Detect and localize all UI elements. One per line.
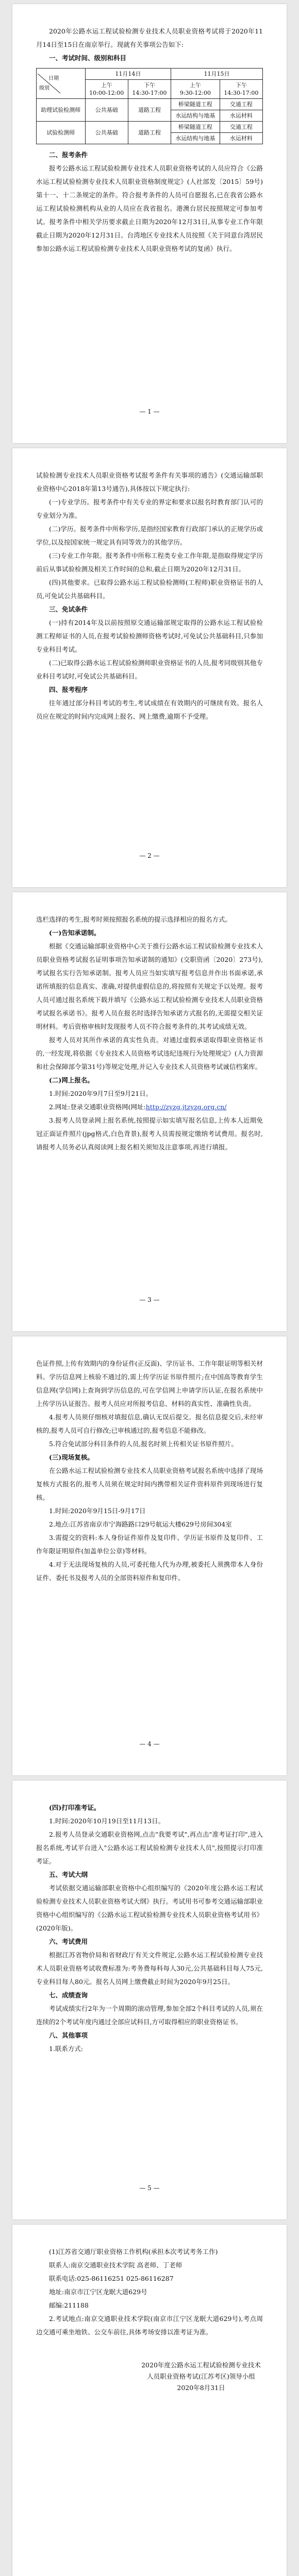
paragraph: (二)学历。报考条件中所称学历,是指经国家教育行政部门承认的正规学历或学位,以及按国家统一规定具有同等效力的其他学历。 — [36, 525, 263, 546]
page-number: — 2 — — [139, 852, 160, 859]
intro-paragraph: 2020年公路水运工程试验检测专业技术人员职业资格考试将于2020年11月14日至15日在南京举行。现就有关事项公告如下: — [36, 27, 263, 48]
paragraph: 3.需提交的资料:本人身份证件原件及复印件、学历证书原件及复印件、工作年限证明原件(加盖单位公章)等材料。 — [36, 1534, 263, 1555]
table-cell: 水运材料 — [220, 110, 262, 122]
paragraph: (一)持有2014年及以前按照原交通运输部规定取得的公路水运工程试验检测工程师证书的人员,在报考试验检测师资格考试时,可免试公共基础科目,只参加专业科目考试。 — [36, 619, 263, 653]
level-cell-engineer: 试验检测师 — [37, 122, 86, 144]
section-heading-scores: 七、成绩查询 — [49, 1991, 88, 1999]
page-6 — [12, 2225, 287, 2576]
time-header: 上午 9:30-12:00 — [171, 80, 220, 99]
paragraph: 5.符合免试部分科目条件的人员,报名时须上传相关证书原件照片。 — [49, 1440, 238, 1448]
time-header: 下午 14:30-17:00 — [220, 80, 262, 99]
section-heading-conditions: 二、报考条件 — [49, 151, 88, 159]
signature-block — [36, 2360, 263, 2394]
page-number: — 5 — — [139, 2184, 160, 2192]
level-cell-assistant: 助理试验检测师 — [37, 99, 86, 122]
date-header-1: 11月14日 — [85, 69, 171, 80]
paragraph: (四)其他要求。已取得公路水运工程试验检测师(工程师)职业资格证书的人员,可免试公共基础科目。 — [36, 579, 263, 600]
section-heading-schedule: 一、考试时间、级别和科目 — [49, 54, 127, 62]
subsection-heading-onsite-review: (三)现场复核。 — [49, 1453, 94, 1461]
time-header: 上午 10:00-12:00 — [85, 80, 128, 99]
paragraph: 试验检测专业技术人员职业资格考试报考条件有关事项的通告》(交通运输部职业资格中心2018年第13号通告),具体按以下规定执行: — [36, 471, 263, 493]
paragraph: 2.网址:登录交通职业资格网(网址:http://zyzg.jtzyzg.org.cn/ — [49, 1103, 227, 1111]
contact-line: 邮编:211188 — [49, 2301, 89, 2309]
paragraph: 1.时间:2020年9月7日至9月21日。 — [49, 1090, 153, 1097]
paragraph: (三)专业工作年限。报考条件中所称工程类专业工作年限,是指取得规定学历前后从事试验检测及相关工作时间的总和,截止日期为2020年12月31日。 — [36, 552, 263, 573]
page-number: — 1 — — [139, 408, 160, 415]
issuing-organization: 人员职业资格考试(江苏考区)领导小组 — [147, 2372, 255, 2380]
table-cell: 交通工程 — [220, 122, 262, 133]
issuing-organization: 2020年度公路水运工程试验检测专业技术 — [141, 2361, 261, 2369]
paragraph: 2.考试地点:南京交通职业技术学院(南京市江宁区龙眠大道629号),考点周边交通可乘坐地铁、公交车前往,具体考场安排以准考证为准。 — [36, 2315, 263, 2336]
corner-level-label: 级别 — [39, 86, 49, 91]
section-heading-fees: 六、考试费用 — [49, 1938, 88, 1945]
subsection-heading-commitment: (一)告知承诺制。 — [49, 929, 101, 937]
subsection-heading-online-registration: (二)网上报名。 — [49, 1076, 94, 1084]
corner-date-label: 日期 — [48, 76, 59, 81]
paragraph: 在公路水运工程试验检测专业技术人员职业资格考试报名系统中选择了现场复核方式报名的,报考人员须在规定时间内携带相关证件资料原件到现场进行复核。 — [36, 1467, 263, 1501]
page-number: — 4 — — [139, 1740, 160, 1748]
table-cell: 水运材料 — [220, 133, 262, 144]
paragraph: (一)专业学历。报考条件中有关专业的界定和要求以报名时教育部门认可的专业划分为准。 — [36, 498, 263, 519]
issue-date: 2020年8月31日 — [177, 2384, 225, 2392]
paragraph: 考试依据交通运输部职业资格中心组织编写的《2020年度公路水运工程试验检测专业技术人员职业资格考试大纲》执行。考试用书可参考交通运输部职业资格中心组织编写的《公路水运工程试验检测专业技术人员职业资格考试用书》(2020年版)。 — [36, 1884, 263, 1932]
table-cell: 水运结构与地基 — [171, 133, 220, 144]
subsection-heading-admission-ticket: (四)打印准考证。 — [49, 1804, 101, 1811]
page-4 — [12, 1336, 287, 1775]
paragraph: 4.报考人员须仔细核对填报信息,确认无误后提交。报名信息提交后,未经审核的,报考人员可自行修改;已审核通过的,报考信息不能修改。 — [36, 1413, 263, 1434]
paragraph: 选栏选择的考生,报考时须按照报名系统的提示选择相应的报名方式。 — [36, 916, 231, 923]
paragraph: 2.报考人员登录交通职业资格网,点击"我要考试",再点击"准考证打印",进入报名系统,考试平台进入"公路水运工程试验检测专业技术人员",按照提示打印准考证。 — [36, 1831, 263, 1865]
date-header-2: 11月15日 — [171, 69, 263, 80]
contact-line: 联系电话:025-86116251 025-86116287 — [49, 2275, 174, 2282]
contact-line: 地址:南京市江宁区龙眠大道629号 — [49, 2288, 147, 2296]
page-1 — [12, 4, 287, 443]
table-cell: 道路工程 — [128, 122, 171, 144]
table-corner-cell — [37, 69, 86, 99]
paragraph: 根据江苏省物价局和省财政厅有关文件规定,公路水运工程试验检测专业技术人员职业资格考试收费标准为:考务费每科每人30元,公共基础科目每人75元,专业科目每人80元。报名人员网上缴费截止时间为2020年9月25日。 — [36, 1951, 263, 1986]
paragraph: 报考公路水运工程试验检测专业技术人员职业资格考试的人员应符合《公路水运工程试验检测专业技术人员职业资格制度规定》(人社部发〔2015〕59号)第十一、十二条规定的条件。符合报考条件的人员可自愿报名,已在我省公路水运工程试验检测机构从业的人员应在我省报名。港澳台居民按照规定可参加考试。报考条件中相关学历要求截止日期为2020年12月31日,从事专业工作年限截止日期为2020年12月31日。台湾地区专业技术人员按照《关于同意台湾居民参加公路水运工程试验检测专业技术人员职业资格考试的复函》执行。 — [36, 164, 263, 252]
paragraph: 色证件照,上传有效期内的身份证件(正反面)、学历证书、工作年限证明等相关材料。学历信息网上核验不通过的,需上传学历证书原件照片;在中国高等教育学生信息网(学信网)上查询到学历信息的,可在学信网上申请学历认证,在报名系统中上传学历认证报告。报考人员应对所报考信息、材料的真实性、准确性负责。 — [36, 1360, 263, 1408]
table-cell: 桥梁隧道工程 — [171, 99, 220, 110]
paragraph: 1.时间:2020年10月19日至11月13日。 — [49, 1817, 165, 1825]
paragraph: 考试成绩实行2年为一个周期的滚动管理,参加全部2个科目考试的人员,须在连续的2个考试年度内通过全部应试科目,方可取得相应的职业资格证书。 — [36, 2005, 263, 2026]
table-cell: 交通工程 — [220, 99, 262, 110]
page-2 — [12, 448, 287, 887]
registration-link[interactable]: http://zyzg.jtzyzg.org.cn/ — [145, 1103, 227, 1111]
table-cell: 公共基础 — [85, 122, 128, 144]
paragraph: 3.报考人员登录网上报名系统,按照提示如实填写报名信息,上传本人近期免冠正面证件照片(jpg格式,白色背景),报考人员需按规定缴纳考试费用。报名时,请报考人员务必认真阅读网上报名相关须知及注意事项,再进行填报。 — [36, 1116, 263, 1151]
section-heading-syllabus: 五、考试大纲 — [49, 1871, 88, 1878]
section-heading-procedure: 四、报考程序 — [49, 686, 88, 693]
paragraph: 2.地点:江苏省南京市宁海路路口29号航运大楼629号房间304室 — [49, 1520, 232, 1528]
paragraph: (二)已取得公路水运工程试验检测师职业资格证书的人员,报考同级别其他专业科目考试时,可免试公共基础科目。 — [36, 659, 263, 680]
page-number: — 3 — — [139, 1296, 160, 1303]
page-5 — [12, 1781, 287, 2219]
page-3 — [12, 892, 287, 1331]
table-cell: 道路工程 — [128, 99, 171, 122]
table-cell: 水运结构与地基 — [171, 110, 220, 122]
paragraph: 4.对于无法现场复核的人员,可委托他人代为办理,被委托人须携带本人身份证件、委托书及报考人员的全部资料原件和复印件。 — [36, 1561, 263, 1582]
time-header: 下午 14:30-17:00 — [128, 80, 171, 99]
section-heading-other: 八、其他事项 — [49, 2031, 88, 2039]
contact-block — [36, 2245, 263, 2312]
contact-line: 联系人:南京交通职业技术学院 高老师、丁老师 — [49, 2261, 182, 2269]
paragraph: 1.时间:2020年9月15日-9月17日 — [49, 1507, 146, 1515]
paragraph: 报考人员对其所作承诺的真实性负责。对通过虚假承诺取得职业资格证书的,一经发现,将依据《专业技术人员资格考试违纪违规行为处理规定》(人力资源和社会保障部令第31号)等规定处理,并记入专业技术人员资格考试诚信档案库。 — [36, 1036, 263, 1071]
paragraph: 往年通过部分科目考试的考生,考试成绩在有效期内的可继续有效。报名人员应在规定的时间内完成网上报名、网上缴费,逾期不予受理。 — [36, 699, 263, 720]
exam-schedule-table — [36, 68, 263, 144]
section-heading-exemption: 三、免试条件 — [49, 605, 88, 613]
table-cell: 公共基础 — [85, 99, 128, 122]
contact-line: (1)江苏省交通厅职业资格工作机构(承担本次考试考务工作) — [49, 2248, 218, 2256]
table-cell: 桥梁隧道工程 — [171, 122, 220, 133]
paragraph: 1.联系方式: — [49, 2045, 84, 2053]
paragraph: 根据《交通运输部职业资格中心关于推行公路水运工程试验检测专业技术人员职业资格考试报名证明事项告知承诺制的通知》(交职资函〔2020〕273号),考试报名实行告知承诺制。报考人员应当如实填写报考信息并作出书面承诺,承诺所填报的信息真实、准确,对提供虚假信息的,将按照有关规定予以处理。报考人员可通过报名系统下载并填写《公路水运工程试验检测专业技术人员职业资格考试报名承诺书》。报考人员在报名时选择告知承诺方式报名的,无需提交相关证明材料。考后资格审核时发现报考人员不符合报考条件的,其考试成绩无效。 — [36, 942, 263, 1030]
